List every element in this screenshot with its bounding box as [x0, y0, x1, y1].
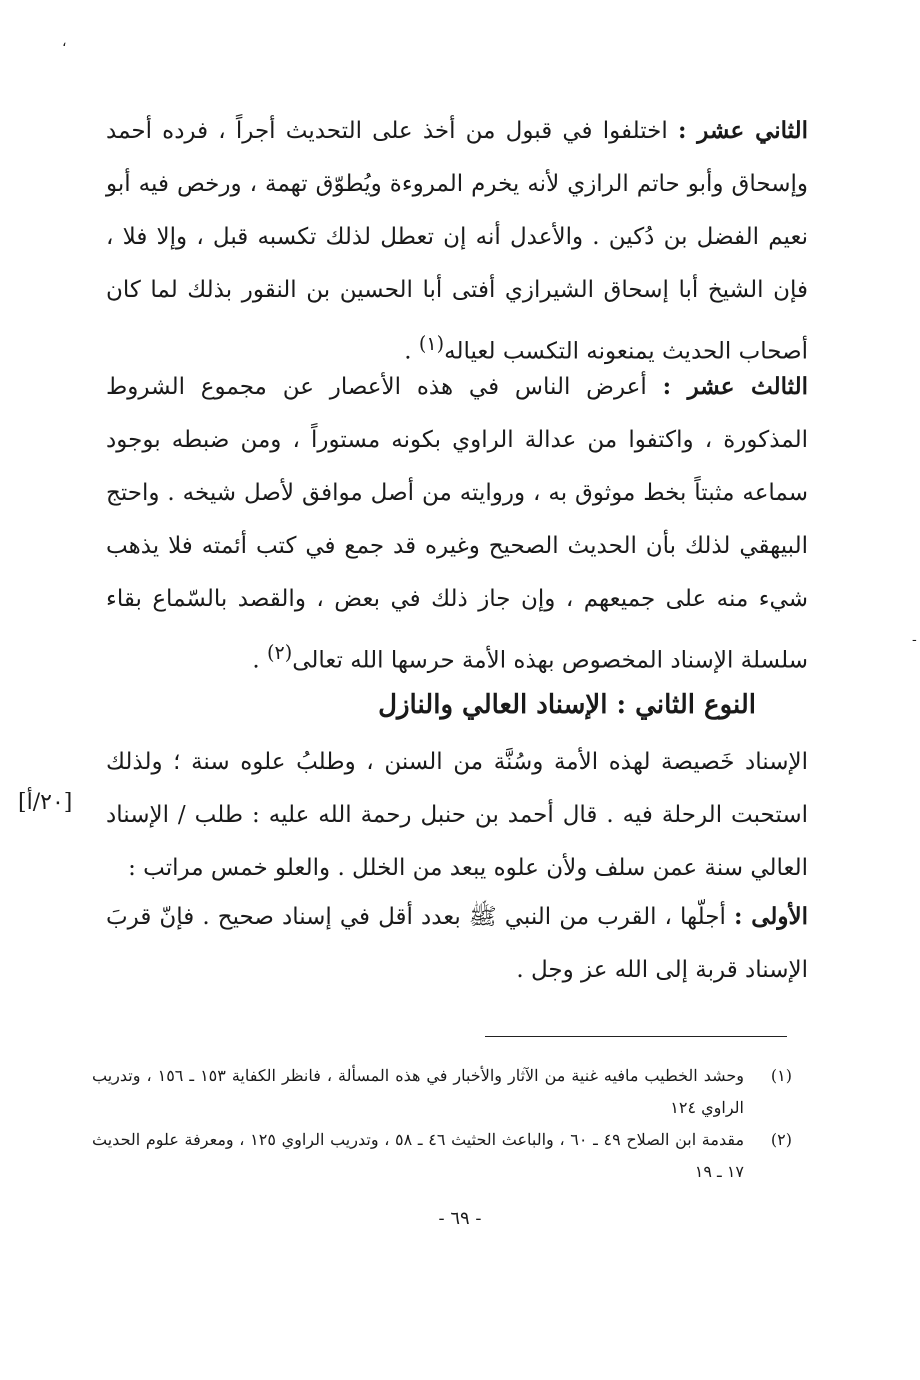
footnote-number: (٢): [770, 1130, 792, 1149]
footnote-number: (١): [770, 1066, 792, 1085]
section-paragraph: الإسناد خَصيصة لهذه الأمة وسُنَّة من السنن ، وطلبُ علوه سنة ؛ ولذلك استحبت الرحلة فيه . قال أحمد بن حنبل رحمة الله عليه : طلب / الإسناد العالي سنة عمن سلف ولأن علوه يبعد من الخلل . والعلو خمس مراتب :: [106, 749, 808, 881]
paragraph-end: .: [252, 647, 267, 674]
footnotes: [92, 1060, 792, 1188]
paragraph-lead: الأولى :: [733, 903, 808, 930]
footnote-text: مقدمة ابن الصلاح ٤٩ ـ ٦٠ ، والباعث الحثيث ٤٦ ـ ٥٨ ، وتدريب الراوي ١٢٥ ، ومعرفة علوم الحديث ١٧ ـ ١٩: [92, 1130, 745, 1181]
footnote: [92, 1060, 792, 1124]
paragraph-end: .: [404, 338, 419, 365]
paragraph-text: أعرض الناس في هذه الأعصار عن مجموع الشروط المذكورة ، واكتفوا من عدالة الراوي بكونه مستوراً ، ومن ضبطه بوجود سماعه مثبتاً بخط موثوق به ، وروايته من أصل موافق لأصل شيخه . واحتج البيهقي لذلك بأن الحديث الصحيح وغيره قد جمع في كتب أئمته فلا يذهب شيء منه على جميعهم ، وإن جاز ذلك في بعض ، والقصد بالسّماع بقاء سلسلة الإسناد المخصوص بهذه الأمة حرسها الله تعالى: [106, 374, 808, 674]
page-number: - ٦٩ -: [438, 1208, 482, 1229]
footnote-mark: (٢): [266, 641, 293, 664]
footnote: [92, 1124, 792, 1188]
paragraph-text: اختلفوا في قبول من أخذ على التحديث أجراً ، فرده أحمد وإسحاق وأبو حاتم الرازي لأنه يخرم المروءة ويُطوّق تهمة ، ورخص فيه أبو نعيم الفضل بن دُكين . والأعدل أنه إن تعطل لذلك تكسبه قبل ، وإلا فلا ، فإن الشيخ أبا إسحاق الشيرازي أفتى أبا الحسين بن النقور بذلك لما كان أصحاب الحديث يمنعونه التكسب لعياله: [106, 118, 808, 365]
paragraph-lead: الثاني عشر :: [677, 117, 809, 144]
footnote-mark: (١): [418, 332, 445, 355]
stray-mark: ،: [62, 34, 67, 50]
paragraph-thirteenth: [106, 360, 808, 688]
paragraph-first-rank: [106, 890, 808, 997]
paragraph-lead: الثالث عشر :: [662, 373, 808, 400]
paragraph-text: أجلّها ، القرب من النبي ﷺ بعدد أقل في إسناد صحيح . فإنّ قربَ الإسناد قربة إلى الله عز وجل .: [106, 904, 808, 983]
section-title: النوع الثاني : الإسناد العالي والنازل: [378, 690, 756, 720]
footnote-text: وحشد الخطيب مافيه غنية من الآثار والأخبار في هذه المسألة ، فانظر الكفاية ١٥٣ ـ ١٥٦ ، وتدريب الراوي ١٢٤: [92, 1066, 745, 1117]
side-tick: -: [912, 632, 917, 648]
paragraph-twelfth: [106, 104, 808, 379]
margin-folio-reference: [٢٠/أ]: [18, 790, 73, 815]
footnote-rule: [485, 1036, 787, 1037]
